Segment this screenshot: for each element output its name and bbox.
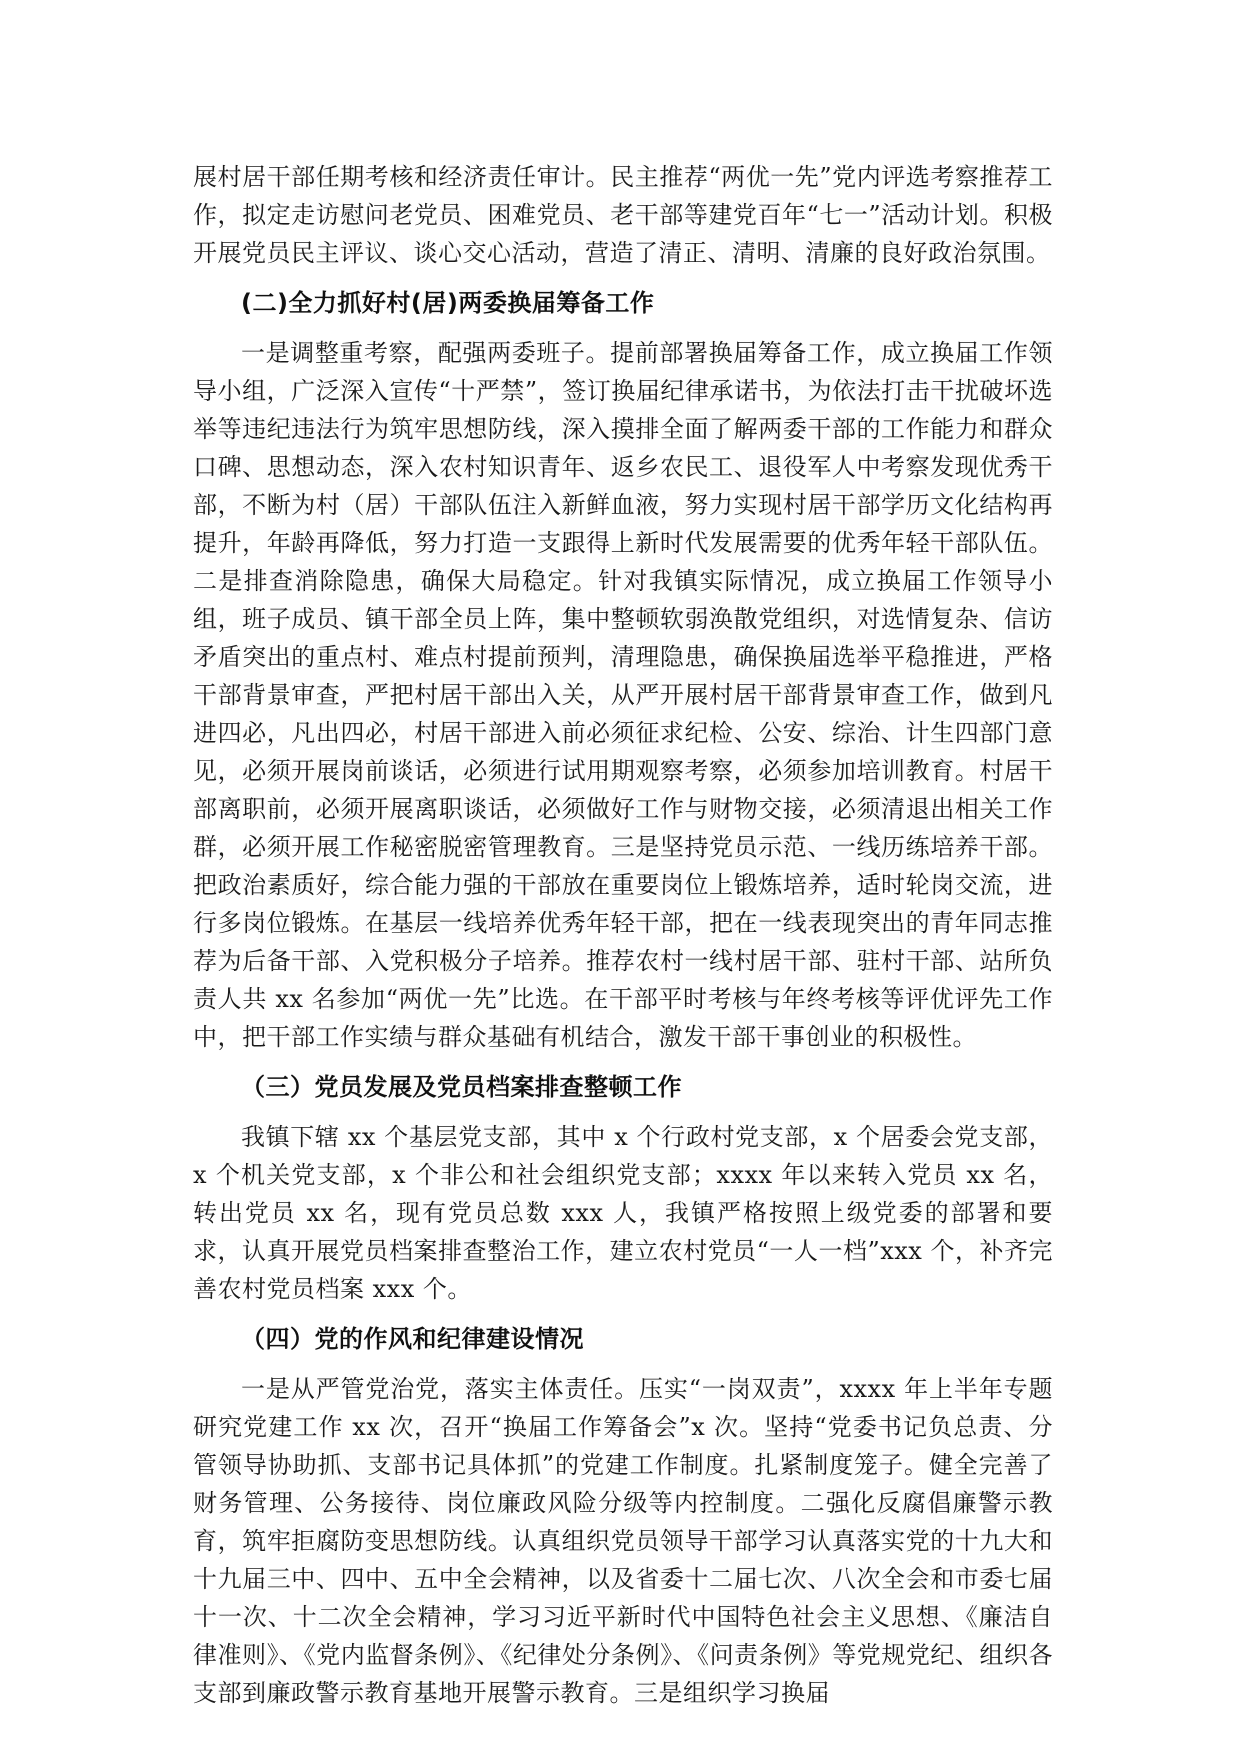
section-heading-4: （四）党的作风和纪律建设情况 [241,1325,584,1353]
section-paragraph-4: 一是从严管党治党，落实主体责任。压实“一岗双责”，xxxx 年上半年专题研究党建工作 xx 次，召开“换届工作筹备会”x 次。坚持“党委书记负总责、分管领导协助抓、支部书记具体抓”的党建工作制度。扎紧制度笼子。健全完善了财务管理、公务接待、岗位廉政风险分级等内控制度。二强化反腐倡廉警示教育，筑牢拒腐防变思想防线。认真组织党员领导干部学习认真落实党的十九大和十九届三中、四中、五中全会精神，以及省委十二届七次、八次全会和市委七届十一次、十二次全会精神，学习习近平新时代中国特色社会主义思想、《廉洁自律准则》、《党内监督条例》、《纪律处分条例》、《问责条例》等党规党纪、组织各支部到廉政警示教育基地开展警示教育。三是组织学习换届 [193,1375,1053,1707]
intro-paragraph: 展村居干部任期考核和经济责任审计。民主推荐“两优一先”党内评选考察推荐工作，拟定走访慰问老党员、困难党员、老干部等建党百年“七一”活动计划。积极开展党员民主评议、谈心交心活动，营造了清正、清明、清廉的良好政治氛围。 [193,163,1053,267]
section-paragraph-2: 一是调整重考察，配强两委班子。提前部署换届筹备工作，成立换届工作领导小组，广泛深入宣传“十严禁”，签订换届纪律承诺书，为依法打击干扰破坏选举等违纪违法行为筑牢思想防线，深入摸排全面了解两委干部的工作能力和群众口碑、思想动态，深入农村知识青年、返乡农民工、退役军人中考察发现优秀干部，不断为村（居）干部队伍注入新鲜血液，努力实现村居干部学历文化结构再提升，年龄再降低，努力打造一支跟得上新时代发展需要的优秀年轻干部队伍。二是排查消除隐患，确保大局稳定。针对我镇实际情况，成立换届工作领导小组，班子成员、镇干部全员上阵，集中整顿软弱涣散党组织，对选情复杂、信访矛盾突出的重点村、难点村提前预判，清理隐患，确保换届选举平稳推进，严格干部背景审查，严把村居干部出入关，从严开展村居干部背景审查工作，做到凡进四必，凡出四必，村居干部进入前必须征求纪检、公安、综治、计生四部门意见，必须开展岗前谈话，必须进行试用期观察考察，必须参加培训教育。村居干部离职前，必须开展离职谈话，必须做好工作与财物交接，必须清退出相关工作群，必须开展工作秘密脱密管理教育。三是坚持党员示范、一线历练培养干部。把政治素质好，综合能力强的干部放在重要岗位上锻炼培养，适时轮岗交流，进行多岗位锻炼。在基层一线培养优秀年轻干部，把在一线表现突出的青年同志推荐为后备干部、入党积极分子培养。推荐农村一线村居干部、驻村干部、站所负责人共 xx 名参加“两优一先”比选。在干部平时考核与年终考核等评优评先工作中，把干部工作实绩与群众基础有机结合，激发干部干事创业的积极性。 [193,339,1053,1051]
section-heading-3: （三）党员发展及党员档案排查整顿工作 [241,1073,682,1101]
section-paragraph-3: 我镇下辖 xx 个基层党支部，其中 x 个行政村党支部，x 个居委会党支部，x 个机关党支部，x 个非公和社会组织党支部；xxxx 年以来转入党员 xx 名，转出党员 xx 名，现有党员总数 xxx 人，我镇严格按照上级党委的部署和要求，认真开展党员档案排查整治工作，建立农村党员“一人一档”xxx 个，补齐完善农村党员档案 xxx 个。 [193,1123,1053,1303]
document-body [193,158,1053,1712]
section-heading-2: (二)全力抓好村(居)两委换届筹备工作 [241,289,655,317]
